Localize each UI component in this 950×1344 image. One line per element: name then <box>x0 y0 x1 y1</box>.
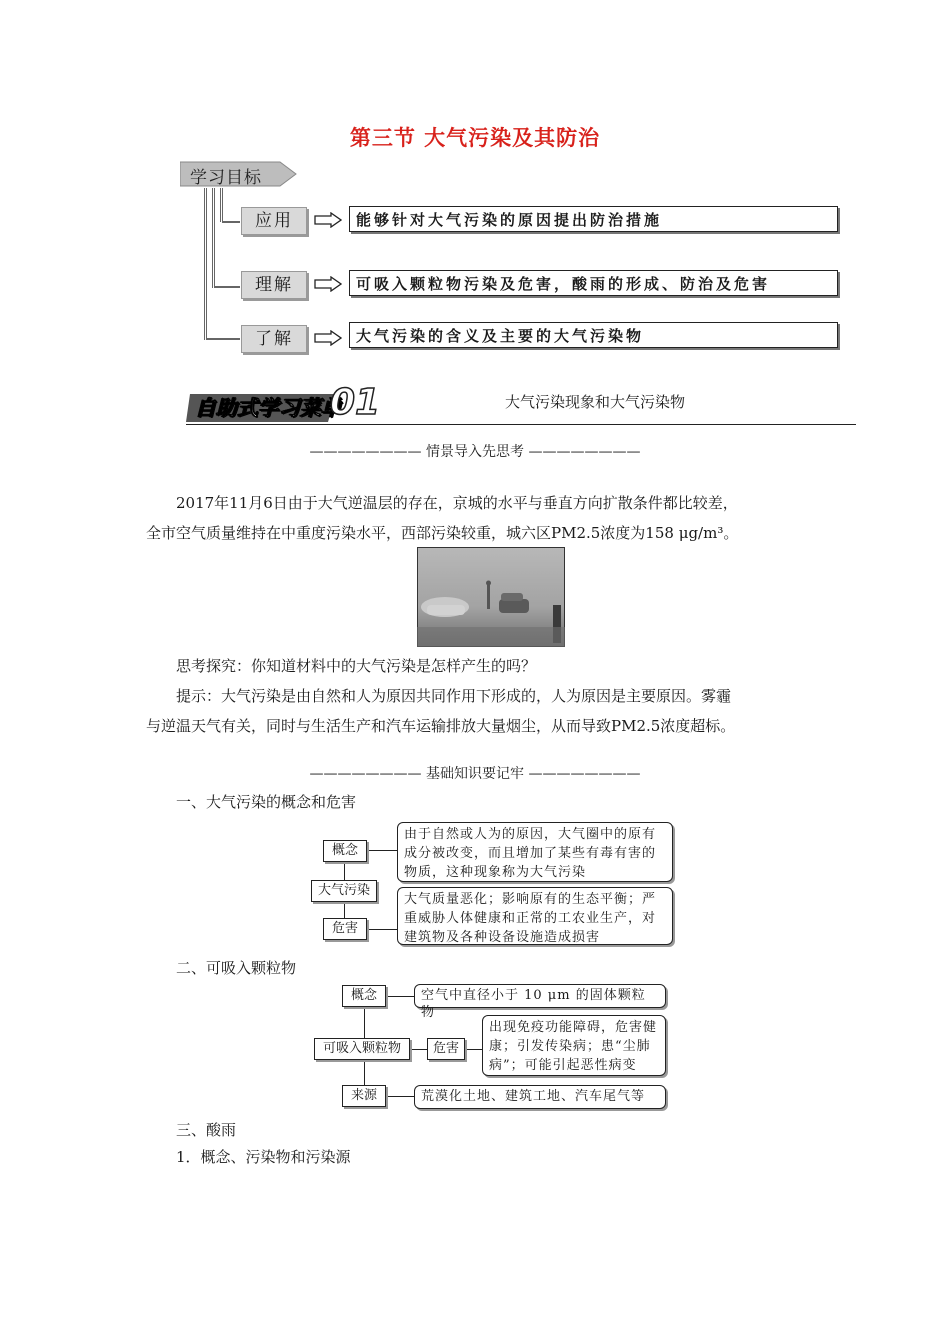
part3-subheading: 1．概念、污染物和污染源 <box>176 1148 351 1166</box>
tree-line <box>386 1096 414 1097</box>
level-understand: 理解 <box>241 271 307 299</box>
section-number: 01 <box>330 382 381 423</box>
objectives-bracket-outer <box>204 188 207 340</box>
page-title: 第三节 大气污染及其防治 <box>349 126 601 150</box>
part1-heading: 一、大气污染的概念和危害 <box>176 793 357 811</box>
part2-source-box: 荒漠化土地、建筑工地、汽车尾气等 <box>414 1085 666 1109</box>
scenario-line-1: 2017年11月6日由于大气逆温层的存在，京城的水平与垂直方向扩散条件都比较差， <box>176 494 738 512</box>
objectives-bracket-inner <box>220 188 223 222</box>
part2-center: 可吸入颗粒物 <box>314 1038 410 1060</box>
arrow-right-icon <box>314 212 342 228</box>
text-line: 重威胁人体健康和正常的工农业生产，对 <box>404 911 657 926</box>
section-rule <box>186 424 856 425</box>
connector <box>214 286 240 288</box>
tree-line <box>410 1049 428 1050</box>
part2-concept-box: 空气中直径小于 10 μm 的固体颗粒物 <box>414 984 666 1008</box>
section-banner: 自助式学习菜单 <box>195 396 342 420</box>
part1-concept-box <box>397 822 673 882</box>
tree-line <box>368 929 398 930</box>
part1-concept-label: 概念 <box>323 840 367 862</box>
part3-heading: 三、酸雨 <box>176 1121 237 1139</box>
text-line: 建筑物及各种设备设施造成损害 <box>404 930 601 945</box>
arrow-right-icon <box>314 330 342 346</box>
connector <box>222 221 240 223</box>
level-know: 了解 <box>241 325 307 353</box>
part2-concept-label: 概念 <box>342 985 386 1007</box>
connector <box>206 338 240 340</box>
hint-line-1: 提示：大气污染是由自然和人为原因共同作用下形成的，人为原因是主要原因。雾霾 <box>176 687 732 705</box>
text-line: 病”；可能引起恶性病变 <box>489 1058 637 1073</box>
tree-line <box>386 996 414 997</box>
part1-center: 大气污染 <box>311 880 377 902</box>
text-line: 康；引发传染病；患“尘肺 <box>489 1039 651 1054</box>
section-title: 大气污染现象和大气污染物 <box>505 393 686 411</box>
part2-source-label: 来源 <box>342 1085 386 1107</box>
text-line: 出现免疫功能障碍，危害健 <box>489 1020 658 1035</box>
part1-harm-box <box>397 887 673 945</box>
scenario-paragraph <box>146 488 806 548</box>
objective-text-know: 大气污染的含义及主要的大气污染物 <box>349 322 838 348</box>
objective-text-understand: 可吸入颗粒物污染及危害，酸雨的形成、防治及危害 <box>349 270 838 296</box>
divider-scenario: ———————— 情景导入先思考 ———————— <box>309 444 641 460</box>
part2-heading: 二、可吸入颗粒物 <box>176 959 297 977</box>
part2-harm-label: 危害 <box>427 1038 465 1060</box>
part1-harm-label: 危害 <box>323 918 367 940</box>
part2-harm-box <box>482 1015 666 1076</box>
objective-text-apply: 能够针对大气污染的原因提出防治措施 <box>349 206 838 232</box>
objectives-banner-text: 学习目标 <box>190 168 262 188</box>
smog-photo <box>417 547 565 647</box>
objectives-bracket-mid <box>212 188 215 288</box>
text-line: 大气质量恶化；影响原有的生态平衡；严 <box>404 892 657 907</box>
question-text: 思考探究：你知道材料中的大气污染是怎样产生的吗？ <box>176 657 537 675</box>
text-line: 由于自然或人为的原因，大气圈中的原有 <box>404 827 657 842</box>
tree-line <box>368 850 398 851</box>
arrow-right-icon <box>314 276 342 292</box>
text-line: 成分被改变，而且增加了某些有毒有害的 <box>404 846 657 861</box>
question-paragraph <box>146 651 806 741</box>
level-apply: 应用 <box>241 207 307 235</box>
scenario-line-2: 全市空气质量维持在中重度污染水平，西部污染较重，城六区PM2.5浓度为158 μg/m³。 <box>146 524 739 542</box>
text-line: 物质，这种现象称为大气污染 <box>404 865 587 880</box>
hint-line-2: 与逆温天气有关，同时与生活生产和汽车运输排放大量烟尘，从而导致PM2.5浓度超标。 <box>146 717 736 735</box>
divider-basics: ———————— 基础知识要记牢 ———————— <box>309 766 641 782</box>
